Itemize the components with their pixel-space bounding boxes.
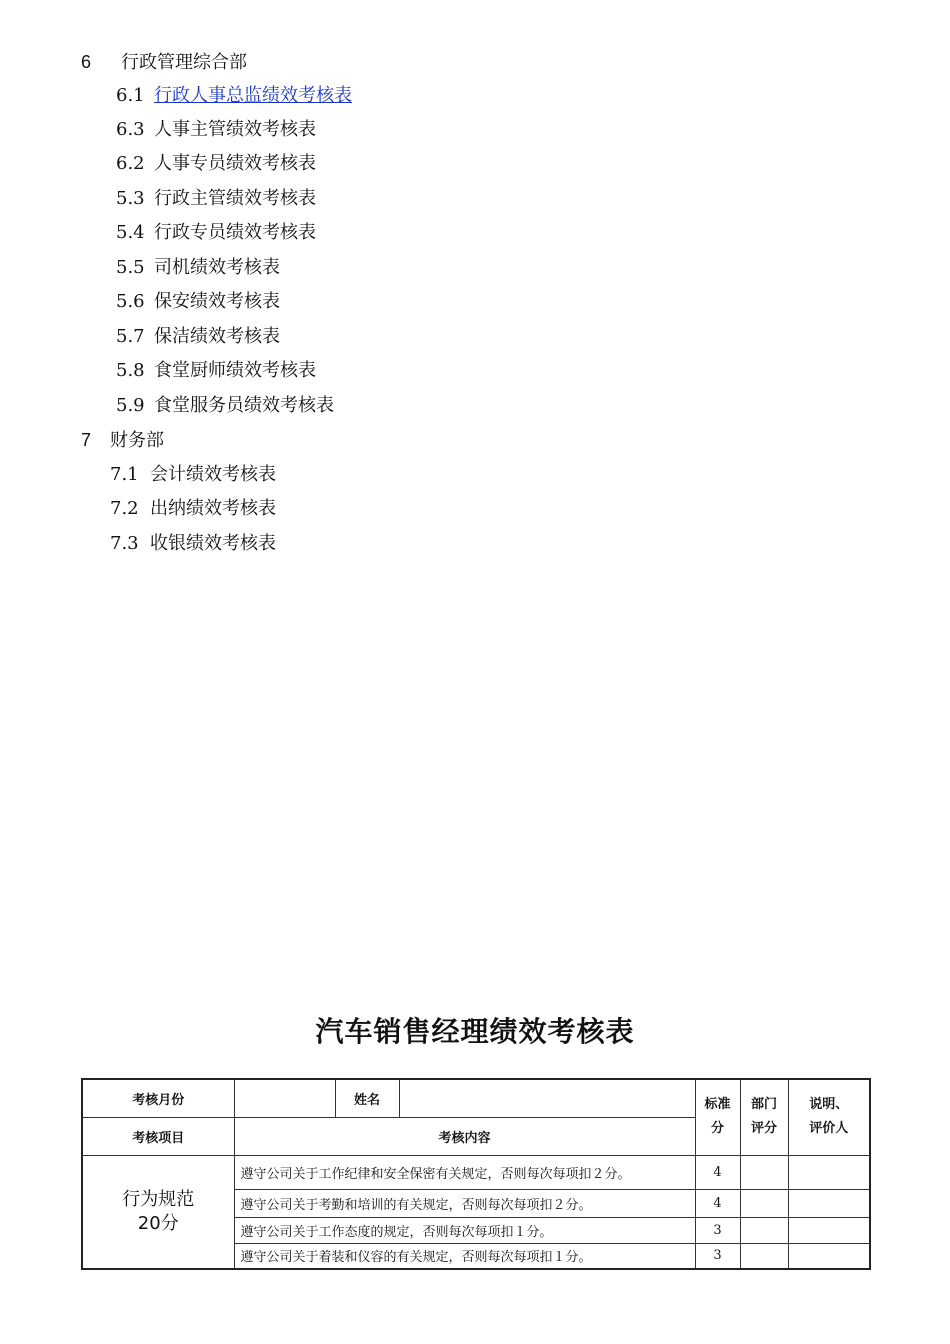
toc-item-label[interactable]: 人事专员绩效考核表 [154, 153, 316, 174]
row-note[interactable] [788, 1189, 870, 1217]
row-score: 3 [695, 1243, 740, 1269]
toc-item-number: 5.7 [116, 326, 145, 347]
evaluation-table [81, 1078, 871, 1270]
toc-item-label[interactable]: 收银绩效考核表 [150, 533, 276, 554]
toc-item-label[interactable]: 会计绩效考核表 [150, 464, 276, 485]
standard-score-label-2: 分 [710, 1121, 724, 1137]
toc-item[interactable] [116, 394, 334, 418]
row-score: 4 [695, 1155, 740, 1189]
toc-section-title: 财务部 [110, 430, 164, 451]
row-note[interactable] [788, 1243, 870, 1269]
dept-score-label-1: 部门 [750, 1097, 777, 1113]
toc-item[interactable] [110, 497, 276, 521]
toc-item-label[interactable]: 行政主管绩效考核表 [154, 188, 316, 209]
row-dept-score[interactable] [740, 1217, 788, 1243]
toc-section-6 [81, 50, 247, 75]
month-label: 考核月份 [82, 1079, 234, 1117]
toc-item[interactable] [116, 84, 352, 108]
toc-item-label[interactable]: 行政专员绩效考核表 [154, 222, 316, 243]
name-value[interactable] [399, 1079, 695, 1117]
note-label-2: 评价人 [809, 1121, 849, 1137]
toc-item-number: 6.2 [116, 153, 145, 174]
row-content: 遵守公司关于考勤和培训的有关规定，否则每次每项扣２分。 [234, 1189, 695, 1217]
toc-item[interactable] [110, 463, 276, 487]
category-points: 20分 [137, 1212, 179, 1234]
row-note[interactable] [788, 1155, 870, 1189]
toc-item-number: 5.9 [116, 395, 145, 416]
table-row [82, 1155, 870, 1189]
toc-item[interactable] [116, 256, 280, 280]
toc-item-label[interactable]: 司机绩效考核表 [154, 257, 280, 278]
toc-item[interactable] [116, 152, 316, 176]
toc-item-number: 5.6 [116, 291, 145, 312]
row-dept-score[interactable] [740, 1243, 788, 1269]
toc-section-title: 行政管理综合部 [121, 52, 247, 73]
dept-score-label-2: 评分 [750, 1121, 777, 1137]
toc-item-number: 6.3 [116, 119, 145, 140]
toc-item-number: 6.1 [116, 85, 145, 106]
toc-item-label[interactable]: 人事主管绩效考核表 [154, 119, 316, 140]
toc-item-number: 5.4 [116, 222, 145, 243]
toc-section-number: 6 [81, 52, 92, 72]
toc-item-label[interactable]: 食堂厨师绩效考核表 [154, 360, 316, 381]
category-cell [82, 1155, 234, 1269]
name-label: 姓名 [335, 1079, 399, 1117]
item-label: 考核项目 [82, 1117, 234, 1155]
category-name: 行为规范 [122, 1188, 195, 1210]
standard-score-label-1: 标准 [704, 1097, 731, 1113]
toc-item-label[interactable]: 保安绩效考核表 [154, 291, 280, 312]
dept-score-header [740, 1079, 788, 1155]
toc-item[interactable] [116, 221, 316, 245]
form-title: 汽车销售经理绩效考核表 [315, 1015, 635, 1048]
toc-item[interactable] [116, 325, 280, 349]
toc-item-number: 5.5 [116, 257, 145, 278]
toc-item-number: 7.1 [110, 464, 139, 485]
toc-item-number: 7.2 [110, 498, 139, 519]
row-dept-score[interactable] [740, 1189, 788, 1217]
row-content: 遵守公司关于工作态度的规定，否则每次每项扣１分。 [234, 1217, 695, 1243]
toc-item[interactable] [116, 359, 316, 383]
month-value[interactable] [234, 1079, 335, 1117]
toc-item[interactable] [116, 118, 316, 142]
toc-item[interactable] [116, 290, 280, 314]
toc-item-number: 7.3 [110, 533, 139, 554]
toc-item-label[interactable]: 食堂服务员绩效考核表 [154, 395, 334, 416]
content-label: 考核内容 [234, 1117, 695, 1155]
toc-item[interactable] [116, 187, 316, 211]
note-header [788, 1079, 870, 1155]
toc-item-number: 5.3 [116, 188, 145, 209]
toc-section-number: 7 [81, 430, 92, 450]
row-dept-score[interactable] [740, 1155, 788, 1189]
header-row-1 [82, 1079, 870, 1117]
standard-score-header [695, 1079, 740, 1155]
row-score: 4 [695, 1189, 740, 1217]
row-note[interactable] [788, 1217, 870, 1243]
toc-item-link[interactable]: 行政人事总监绩效考核表 [154, 85, 352, 106]
note-label-1: 说明、 [809, 1097, 849, 1113]
toc-item-label[interactable]: 出纳绩效考核表 [150, 498, 276, 519]
row-score: 3 [695, 1217, 740, 1243]
toc-item[interactable] [110, 532, 276, 556]
row-content: 遵守公司关于工作纪律和安全保密有关规定，否则每次每项扣２分。 [234, 1155, 695, 1189]
toc-section-7 [81, 428, 164, 453]
toc-item-number: 5.8 [116, 360, 145, 381]
row-content: 遵守公司关于着装和仪容的有关规定，否则每次每项扣１分。 [234, 1243, 695, 1269]
toc-item-label[interactable]: 保洁绩效考核表 [154, 326, 280, 347]
